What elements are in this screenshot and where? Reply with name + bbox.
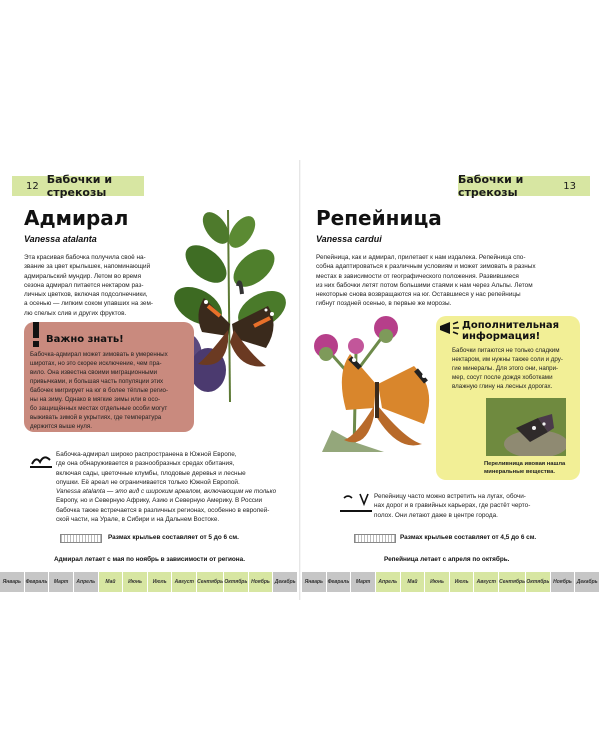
text-line: опушки. Её ареал не ограничивается только Южной Европой. (56, 478, 240, 486)
text-line: ской части, на Урале, в Сибири и на Дальнем Востоке. (56, 516, 220, 524)
painted-lady-flight-note: Репейница летает с апреля по октябрь. (384, 556, 510, 563)
text-line: минеральные вещества. (484, 469, 556, 475)
text-line: Бабочка-адмирал может зимовать в умеренных (30, 351, 168, 358)
purple-emperor-photo (486, 398, 566, 456)
text-line: Эта красивая бабочка получила своё на- (24, 254, 146, 261)
exclamation-icon (28, 320, 44, 348)
text-line: местах в зависимости от географического положения. Развившиеся (316, 272, 519, 280)
text-line: бабочек мигрирует на юг в более тёплые регио- (30, 387, 169, 394)
ruler-icon (60, 534, 102, 543)
text-line: Репейница, как и адмирал, прилетает к нам издалека. Репейница спо- (316, 254, 526, 261)
month-cell: Сентябрь (197, 572, 224, 592)
admiral-month-bar (0, 572, 298, 592)
text-line: гибнут поздней осенью, в первые же морозы. (316, 300, 452, 308)
admiral-wingspan: Размах крыльев составляет от 5 до 6 см. (108, 534, 239, 541)
bird-tree-icon (30, 450, 52, 468)
painted-lady-illustration (314, 312, 444, 452)
admiral-habitat-text (56, 450, 290, 524)
month-cell: Февраль (25, 572, 50, 592)
bird-tree-icon (340, 492, 372, 512)
text-line: Бабочки питаются не только сладким (452, 347, 560, 354)
month-cell: Сентябрь (499, 572, 526, 592)
megaphone-icon (438, 320, 460, 336)
right-page-number: 13 (563, 180, 576, 192)
ruler-icon (354, 534, 396, 543)
admiral-intro (24, 253, 184, 318)
text-line: адмиральский мундир. Летом во время (24, 272, 142, 280)
painted-lady-habitat-text (374, 492, 584, 520)
text-line: Бабочка-адмирал широко распространена в Южной Европе, (56, 451, 237, 458)
painted-lady-title: Репейница (316, 206, 442, 230)
text-line: мер, сосут после дождя хоботками (452, 374, 553, 381)
text-line: бабочка также встречается в различных регионах, особенно в европей- (56, 506, 270, 514)
painted-lady-intro (316, 253, 580, 309)
month-cell: Май (401, 572, 426, 592)
important-note-text (30, 350, 194, 431)
month-cell: Май (99, 572, 124, 592)
month-cell: Октябрь (224, 572, 249, 592)
text-line: некоторые снова возвращаются на юг. Оставшиеся у нас репейницы (316, 291, 521, 299)
text-line: Дополнительная (462, 320, 560, 331)
text-line: собна адаптироваться к различным условиям и может зимовать в разных (316, 263, 536, 271)
left-header-title: Бабочки и стрекозы (46, 173, 113, 199)
text-line: лю спелых слив и других фруктов. (24, 309, 127, 317)
text-line: держится выше нуля. (30, 423, 92, 430)
month-cell: Декабрь (273, 572, 298, 592)
text-line: гие минералы. Для этого они, напри- (452, 365, 559, 372)
text-line: личных цветков, включая подсолнечники, (24, 291, 148, 299)
text-line: информация! (462, 331, 541, 342)
important-note-title: Важно знать! (46, 334, 124, 345)
admiral-title: Адмирал (24, 206, 129, 230)
text-line: звание за цвет крылышек, напоминающий (24, 263, 151, 271)
left-page-header (12, 173, 144, 199)
photo-caption (484, 460, 565, 476)
text-line: ны на зиму. Однако в мягкие зимы или в осо- (30, 396, 161, 403)
month-cell: Декабрь (575, 572, 600, 592)
extra-info-title (462, 320, 559, 342)
right-page-header (458, 173, 590, 199)
text-line: включая сады, цветочные клумбы, плодовые деревья и лесные (56, 469, 246, 477)
left-page-number: 12 (26, 180, 39, 192)
text-line: выживать зимой в укрытиях, где температура (30, 414, 162, 421)
text-line: нектаром, им нужны также соли и дру- (452, 356, 563, 363)
text-line: Европу, но и Северную Африку, Азию и Северную Америку. В России (56, 497, 263, 505)
month-cell: Январь (0, 572, 25, 592)
text-line: где она обнаруживается в разнообразных средах обитания, (56, 460, 235, 468)
text-line: широтах, но это скорее исключение, чем пра- (30, 360, 162, 367)
month-cell: Июнь (425, 572, 450, 592)
text-line: из них бабочки летят потом большими стаями к нам через Альпы. Летом (316, 281, 533, 289)
admiral-latin-name: Vanessa atalanta (24, 234, 97, 244)
right-header-title: Бабочки и стрекозы (458, 173, 524, 199)
text-line: Переливница ивовая нашла (484, 461, 566, 467)
month-cell: Октябрь (526, 572, 551, 592)
admiral-flight-note: Адмирал летает с мая по ноябрь в зависимости от региона. (54, 556, 245, 563)
extra-info-text (452, 346, 578, 391)
month-cell: Ноябрь (249, 572, 274, 592)
month-cell: Август (172, 572, 197, 592)
text-line: сезона адмирал питается нектаром раз- (24, 281, 144, 289)
month-cell: Август (474, 572, 499, 592)
month-cell: Март (351, 572, 376, 592)
month-cell: Ноябрь (551, 572, 576, 592)
month-cell: Июль (450, 572, 475, 592)
book-spine (299, 160, 301, 600)
month-cell: Февраль (327, 572, 352, 592)
month-cell: Апрель (376, 572, 401, 592)
month-cell: Январь (302, 572, 327, 592)
painted-lady-wingspan: Размах крыльев составляет от 4,5 до 6 см. (400, 534, 537, 541)
painted-lady-month-bar (302, 572, 600, 592)
text-line: полох. Они летают даже в центре города. (374, 511, 498, 519)
month-cell: Апрель (74, 572, 99, 592)
month-cell: Июль (148, 572, 173, 592)
text-line: Репейницу часто можно встретить на лугах, обочи- (374, 493, 526, 500)
text-line: привычками, и большая часть популяции этих (30, 378, 164, 385)
text-line: вило. Она известна своими миграционными (30, 369, 158, 376)
text-line: бо защищённых местах отдельные особи могут (30, 405, 168, 412)
text-line: нах дорог и в гравийных карьерах, где растёт черто- (374, 502, 531, 510)
text-line: а осенью — липким соком упавших на зем- (24, 300, 153, 308)
painted-lady-latin-name: Vanessa cardui (316, 234, 382, 244)
text-line: Vanessa atalanta — это вид с широким ареалом, включающим не только (56, 488, 277, 496)
month-cell: Март (49, 572, 74, 592)
month-cell: Июнь (123, 572, 148, 592)
text-line: влажную глину на лесных дорогах. (452, 383, 553, 390)
